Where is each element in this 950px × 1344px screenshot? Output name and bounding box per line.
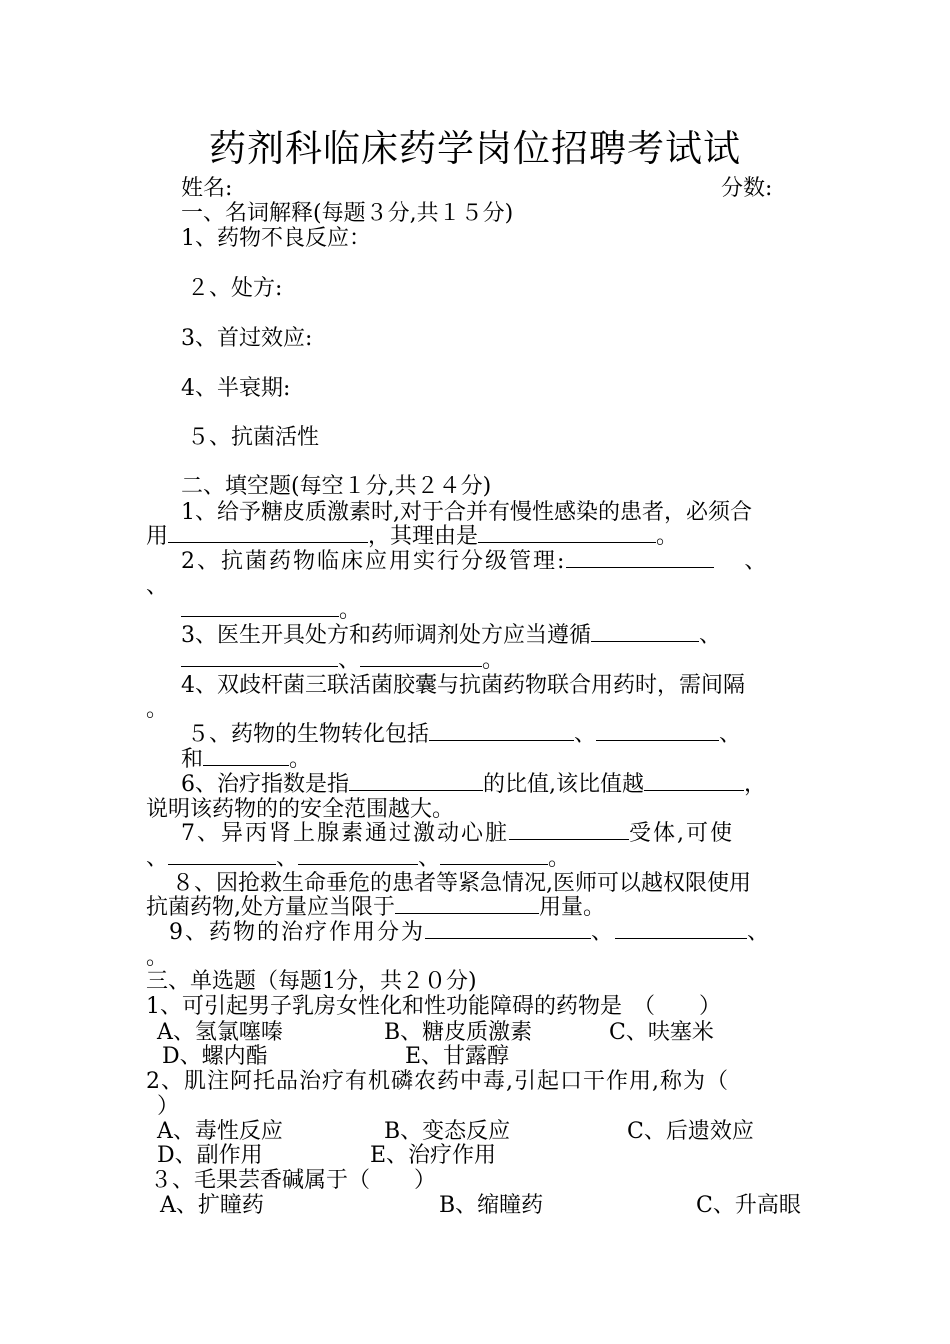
s3-q1-option-a: A、氢氯噻嗪 <box>157 1020 283 1045</box>
page-title: 药剂科临床药学岗位招聘考试试 <box>209 127 741 170</box>
s2-q8-line2: 抗菌药物,处方量应当限于 用量。 <box>146 895 606 920</box>
s2-q2-line2: 、 <box>146 574 169 599</box>
score-label: 分数: <box>721 176 773 201</box>
s2-q7-line2: 、 、 、 。 <box>146 846 571 871</box>
s2-q5-line1: ５、药物的生物转化包括 、 、 <box>187 722 742 747</box>
name-label: 姓名: <box>181 176 233 201</box>
blank <box>566 549 714 568</box>
blank <box>168 846 276 865</box>
s2-q9-line2: 。 <box>146 945 169 970</box>
s2-q2-line3: 。 <box>181 598 361 624</box>
section1-heading: 一、名词解释(每题３分,共１５分) <box>181 201 514 226</box>
s1-item-4: 4、半衰期: <box>181 376 291 401</box>
s3-q2-option-d: D、副作用 <box>157 1143 263 1168</box>
blank <box>395 895 539 914</box>
blank <box>591 623 699 642</box>
s1-item-3: 3、首过效应: <box>181 326 313 351</box>
s2-q1-line1: 1、给予糖皮质激素时,对于合并有慢性感染的患者，必须合 <box>181 500 752 525</box>
s2-q6-line2: 说明该药物的的安全范围越大。 <box>146 797 455 822</box>
s3-q2-cont: ） <box>157 1094 180 1119</box>
s2-q8-line1: ８、因抢救生命垂危的患者等紧急情况,医师可以越权限使用 <box>172 871 751 896</box>
blank <box>360 648 482 667</box>
blank <box>181 598 339 617</box>
s2-q2-line1: 2、抗菌药物临床应用实行分级管理: 、 <box>181 549 769 574</box>
blank <box>349 772 483 791</box>
s3-q2-option-b: B、变态反应 <box>384 1119 511 1144</box>
s2-q4-line2: 。 <box>146 697 169 722</box>
blank <box>615 920 747 939</box>
blank <box>181 648 338 667</box>
s2-q1-line2: 用 ，其理由是 。 <box>146 524 679 549</box>
s3-q3: ３、毛果芸香碱属于（ ） <box>150 1168 437 1193</box>
s3-q2-option-c: C、后遗效应 <box>627 1119 754 1144</box>
blank <box>478 524 656 543</box>
blank <box>440 846 548 865</box>
s2-q9-line1: 9、药物的治疗作用分为 、 、 <box>169 920 772 945</box>
s3-q2-option-a: A、毒性反应 <box>157 1119 283 1144</box>
blank <box>425 920 591 939</box>
s1-item-5: ５、抗菌活性 <box>187 425 320 450</box>
blank <box>168 524 368 543</box>
s1-item-2: ２、处方: <box>187 276 283 301</box>
s2-q6-line1: 6、治疗指数是指 的比值,该比值越 ， <box>181 772 767 797</box>
s2-q4-line1: 4、双歧杆菌三联活菌胶囊与抗菌药物联合用药时，需间隔 <box>181 673 745 698</box>
blank <box>429 722 574 741</box>
s2-q7-line1: 7、异丙肾上腺素通过激动心脏 受体,可使 <box>181 821 734 846</box>
blank <box>298 846 418 865</box>
s2-q3-line2: 、 。 <box>181 648 504 674</box>
s3-q3-option-c: C、升高眼 <box>696 1193 801 1218</box>
blank <box>509 821 629 840</box>
s3-q1-option-e: E、甘露醇 <box>405 1044 510 1069</box>
section3-heading: 三、单选题（每题1分，共２０分) <box>146 969 477 994</box>
blank <box>596 722 719 741</box>
s3-q2: 2、肌注阿托品治疗有机磷农药中毒,引起口干作用,称为（ <box>146 1069 729 1094</box>
section2-heading: 二、填空题(每空１分,共２４分) <box>181 474 492 499</box>
s3-q1-option-b: B、糖皮质激素 <box>384 1020 533 1045</box>
s3-q2-option-e: E、治疗作用 <box>370 1143 497 1168</box>
blank <box>203 747 289 766</box>
s3-q1: 1、可引起男子乳房女性化和性功能障碍的药物是 （ ） <box>146 994 721 1019</box>
s2-q5-line2: 和 。 <box>181 747 312 772</box>
s2-q3-line1: 3、医生开具处方和药师调剂处方应当遵循 、 <box>181 623 722 648</box>
s3-q3-option-a: A、扩瞳药 <box>160 1193 264 1218</box>
s3-q1-option-c: C、呋塞米 <box>609 1020 714 1045</box>
s3-q3-option-b: B、缩瞳药 <box>439 1193 544 1218</box>
blank <box>644 772 744 791</box>
s3-q1-option-d: D、螺内酯 <box>162 1044 268 1069</box>
s1-item-1: 1、药物不良反应： <box>181 226 371 251</box>
